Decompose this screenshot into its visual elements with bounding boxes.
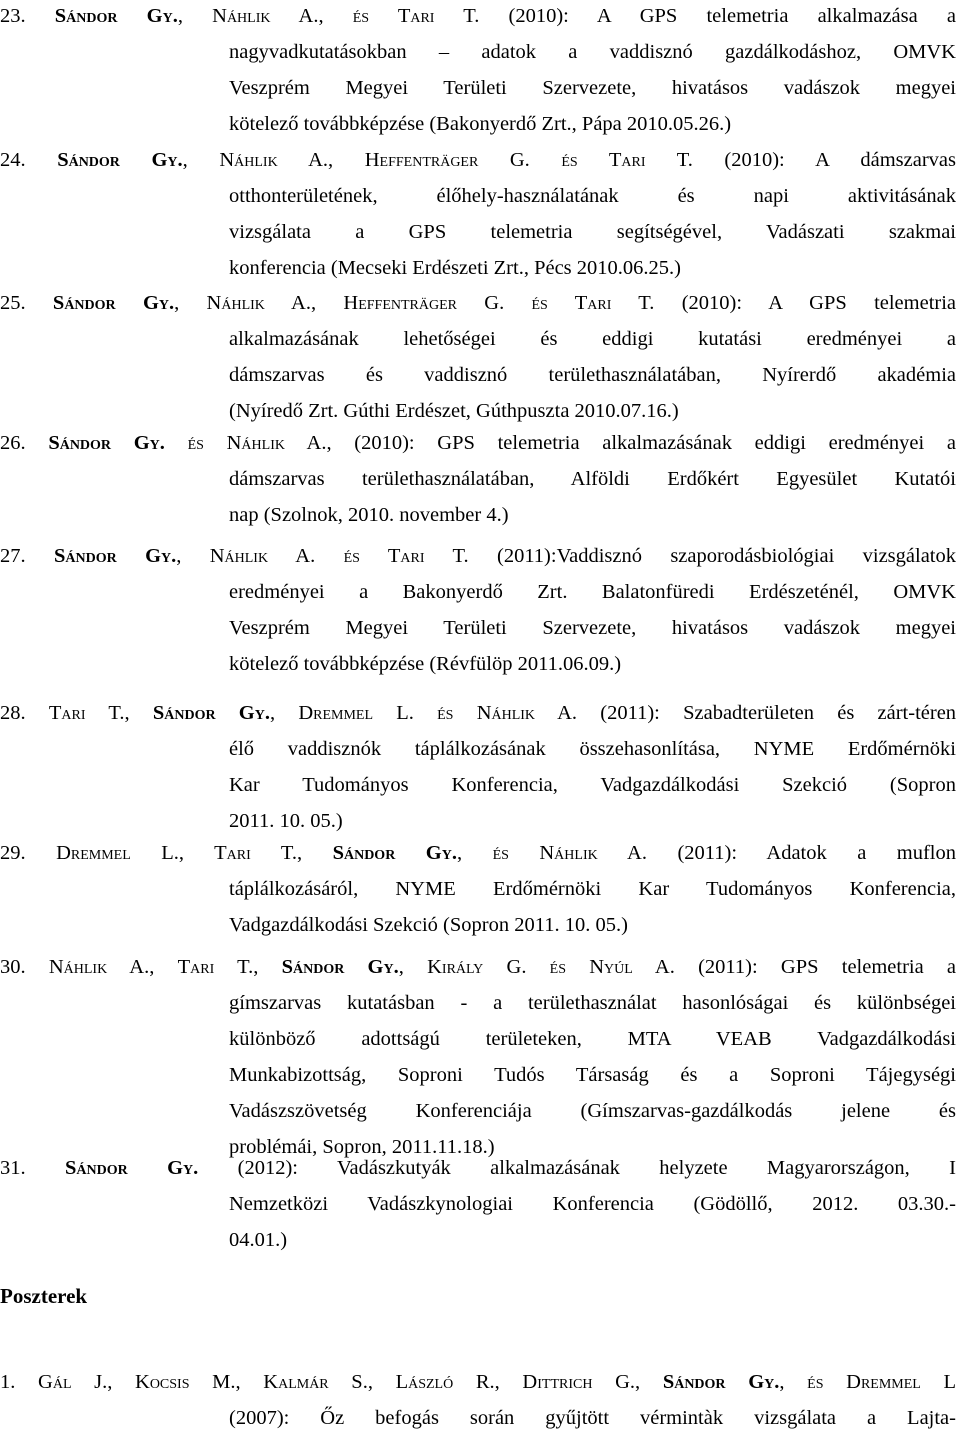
highlighted-author: Sándor Gy. [332, 842, 457, 864]
text-run: 1. [0, 1371, 39, 1393]
entry-line [229, 359, 956, 391]
text-run: , [182, 149, 220, 171]
author-names: és Náhlik A. [187, 432, 327, 454]
highlighted-author: Sándor Gy. [662, 1371, 780, 1393]
text-run: 24. [0, 149, 58, 171]
entry-first-line [0, 0, 956, 32]
entry-line [229, 499, 509, 531]
entry-line [229, 612, 956, 644]
entry-first-line [0, 951, 956, 983]
text-run: 2011. 10. 05.) [229, 810, 343, 832]
entry-line [229, 323, 956, 355]
text-run: 04.01.) [229, 1229, 288, 1251]
text-run: 31. [0, 1157, 65, 1179]
text-run: 30. [0, 956, 49, 978]
author-names: Náhlik A., Heffenträger G. és Tari T. [219, 149, 693, 171]
text-run: Veszprém Megyei Területi Szervezete, hivatásos vadászok megyei [229, 617, 956, 639]
author-names: Dremmel L. és Náhlik A. [298, 702, 578, 724]
entry-line [229, 72, 956, 104]
text-run: kötelező továbbképzése (Révfülöp 2011.06.09.) [229, 653, 622, 675]
text-run: Veszprém Megyei Területi Szervezete, hivatásos vadászok megyei [229, 77, 956, 99]
highlighted-author: Sándor Gy. [64, 1157, 199, 1179]
author-names: Náhlik A. és Tari T. [209, 545, 469, 567]
author-names: Tari T. [48, 702, 125, 724]
text-run: , [177, 5, 213, 27]
text-run: , [296, 842, 333, 864]
text-run: táplálkozásáról, NYME Erdőmérnöki Kar Tudományos Konferencia, [229, 878, 956, 900]
section-heading-poszterek: Poszterek [0, 1284, 88, 1308]
author-names: Náhlik A., és Tari T. [212, 5, 480, 27]
highlighted-author: Sándor Gy. [52, 292, 175, 314]
text-run: , [253, 956, 282, 978]
highlighted-author: Sándor Gy. [152, 702, 270, 724]
text-run: Vadászszövetség Konferenciája (Gímszarvas-gazdálkodás jelene és [229, 1100, 956, 1122]
text-run: (2011): GPS telemetria a [674, 956, 956, 978]
entry-line [229, 463, 956, 495]
highlighted-author: Sándor Gy. [48, 432, 165, 454]
text-run: , [398, 956, 428, 978]
entry-line [229, 395, 679, 427]
text-run: Kar Tudományos Konferencia, Vadgazdálkodási Szekció (Sopron [229, 774, 956, 796]
text-run: (2007): Őz befogás során gyűjtött vérmintàk vizsgálata a Lajta- [229, 1407, 956, 1429]
text-run [165, 432, 188, 454]
author-names: Náhlik A., [48, 956, 155, 978]
text-run: 23. [0, 5, 55, 27]
text-run: vizsgálata a GPS telemetria segítségével, Vadászati szakmai [229, 221, 956, 243]
text-run: 27. [0, 545, 54, 567]
text-run: konferencia (Mecseki Erdészeti Zrt., Pécs 2010.06.25.) [229, 257, 681, 279]
entry-line [229, 987, 956, 1019]
text-run: nagyvadkutatásokban – adatok a vaddisznó gazdálkodáshoz, OMVK [229, 41, 956, 63]
text-run: 25. [0, 292, 53, 314]
entry-first-line [0, 540, 956, 572]
entry-line [229, 36, 956, 68]
entry-line [229, 576, 956, 608]
text-run: , [779, 1371, 808, 1393]
entry-line [229, 108, 731, 140]
text-run: problémái, Sopron, 2011.11.18.) [229, 1136, 495, 1158]
entry-line [229, 216, 956, 248]
text-run: (Nyíredő Zrt. Gúthi Erdészet, Gúthpuszta 2010.07.16.) [229, 400, 679, 422]
text-run: gímszarvas kutatásban - a területhasználat hasonlóságai és különbségei [229, 992, 956, 1014]
text-run: (2011): Szabadterületen és zárt-téren [577, 702, 956, 724]
text-run: , [456, 842, 493, 864]
text-run: különböző adottságú területeken, MTA VEAB Vadgazdálkodási [229, 1028, 956, 1050]
entry-line [229, 909, 628, 941]
highlighted-author: Sándor Gy. [54, 5, 178, 27]
entry-first-line [0, 1366, 956, 1398]
author-names: és Náhlik A. [492, 842, 647, 864]
text-run: (2010): A dámszarvas [692, 149, 956, 171]
entry-line [229, 648, 621, 680]
entry-line [229, 733, 956, 765]
entry-first-line [0, 287, 956, 319]
entry-first-line [0, 144, 956, 176]
text-run: , (2010): GPS telemetria alkalmazásának eddigi eredményei a [326, 432, 956, 454]
text-run: (2011): Adatok a muflon [647, 842, 956, 864]
text-run: , [174, 292, 207, 314]
text-run: (2010): A GPS telemetria alkalmazása a [479, 5, 956, 27]
entry-first-line [0, 697, 956, 729]
text-run: , [176, 545, 210, 567]
text-run: 29. [0, 842, 57, 864]
text-run: 26. [0, 432, 49, 454]
entry-line [229, 873, 956, 905]
text-run: (2010): A GPS telemetria [654, 292, 956, 314]
highlighted-author: Sándor Gy. [281, 956, 399, 978]
text-run: dámszarvas területhasználatában, Alföldi Erdőkért Egyesület Kutatói [229, 468, 956, 490]
author-names: Tari T. [177, 956, 254, 978]
text-run: Munkabizottság, Soproni Tudós Társaság és a Soproni Tájegységi [229, 1064, 956, 1086]
entry-line [229, 1023, 956, 1055]
entry-line [229, 1402, 956, 1434]
entry-line [229, 252, 681, 284]
text-run: , [635, 1371, 663, 1393]
entry-first-line [0, 837, 956, 869]
entry-line [229, 1188, 956, 1220]
author-names: Náhlik A., Heffenträger G. és Tari T. [206, 292, 655, 314]
entry-line [229, 180, 956, 212]
entry-line [229, 769, 956, 801]
author-names: Gál J., Kocsis M., Kalmár S., László R., Dittrich G. [38, 1371, 636, 1393]
text-run: nap (Szolnok, 2010. november 4.) [229, 504, 509, 526]
text-run: Vadgazdálkodási Szekció (Sopron 2011. 10. 05.) [229, 914, 628, 936]
text-run: (2011):Vaddisznó szaporodásbiológiai vizsgálatok [468, 545, 956, 567]
entry-line [229, 805, 343, 837]
text-run: élő vaddisznók táplálkozásának összehasonlítása, NYME Erdőmérnöki [229, 738, 956, 760]
author-names: Király G. és Nyúl A. [427, 956, 675, 978]
entry-first-line [0, 1152, 956, 1184]
highlighted-author: Sándor Gy. [57, 149, 183, 171]
text-run: 28. [0, 702, 49, 724]
author-names: és Dremmel L [807, 1371, 956, 1393]
text-run: otthonterületének, élőhely-használatának és napi aktivitásának [229, 185, 956, 207]
entry-line [229, 1224, 287, 1256]
text-run: alkalmazásának lehetőségei és eddigi kutatási eredményei a [229, 328, 956, 350]
text-run: (2012): Vadászkutyák alkalmazásának helyzete Magyarországon, I [198, 1157, 956, 1179]
text-run [154, 956, 177, 978]
text-run: eredményei a Bakonyerdő Zrt. Balatonfüredi Erdészeténél, OMVK [229, 581, 956, 603]
entry-line [229, 1095, 956, 1127]
text-run: Nemzetközi Vadászkynologiai Konferencia (Gödöllő, 2012. 03.30.- [229, 1193, 956, 1215]
text-run: kötelező továbbképzése (Bakonyerdő Zrt., Pápa 2010.05.26.) [229, 113, 732, 135]
entry-line [229, 1059, 956, 1091]
text-run: , [269, 702, 299, 724]
author-names: Dremmel L., Tari T. [56, 842, 297, 864]
text-run: , [124, 702, 153, 724]
text-run: dámszarvas és vaddisznó területhasználatában, Nyírerdő akadémia [229, 364, 956, 386]
highlighted-author: Sándor Gy. [53, 545, 177, 567]
entry-first-line [0, 427, 956, 459]
